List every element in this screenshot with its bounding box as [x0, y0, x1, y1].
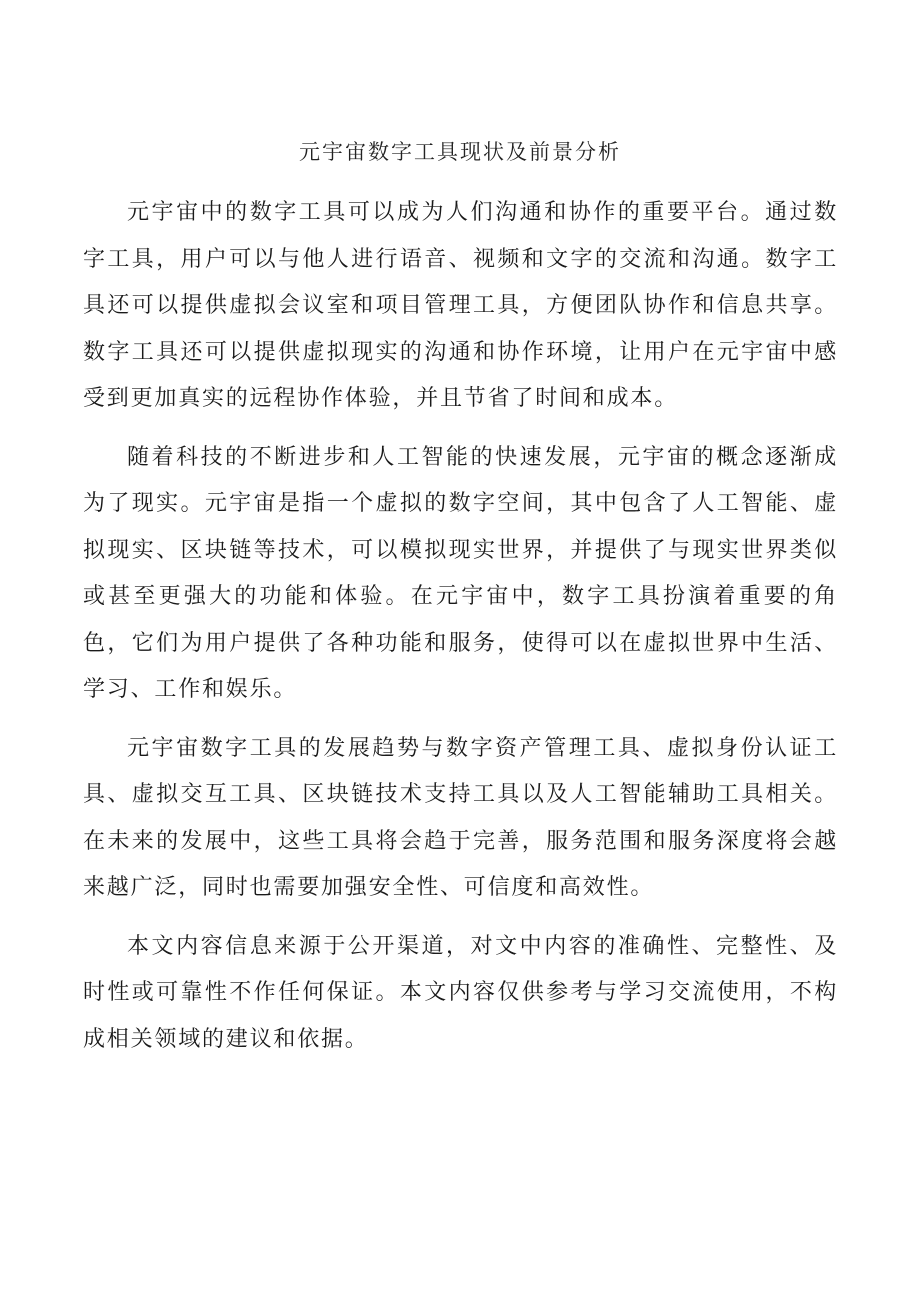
paragraph-communication: 元宇宙中的数字工具可以成为人们沟通和协作的重要平台。通过数字工具，用户可以与他人进行语音、视频和文字的交流和沟通。数字工具还可以提供虚拟会议室和项目管理工具，方便团队协作和信息共享。数字工具还可以提供虚拟现实的沟通和协作环境，让用户在元宇宙中感受到更加真实的远程协作体验，并且节省了时间和成本。	[83, 200, 838, 411]
paragraph-metaverse-concept: 随着科技的不断进步和人工智能的快速发展，元宇宙的概念逐渐成为了现实。元宇宙是指一个虚拟的数字空间，其中包含了人工智能、虚拟现实、区块链等技术，可以模拟现实世界，并提供了与现实世界类似或甚至更强大的功能和体验。在元宇宙中，数字工具扮演着重要的角色，它们为用户提供了各种功能和服务，使得可以在虚拟世界中生活、学习、工作和娱乐。	[83, 444, 838, 702]
document-body	[83, 190, 838, 1075]
paragraph-disclaimer: 本文内容信息来源于公开渠道，对文中内容的准确性、完整性、及时性或可靠性不作任何保证。本文内容仅供参考与学习交流使用，不构成相关领域的建议和依据。	[83, 933, 838, 1052]
document-title: 元宇宙数字工具现状及前景分析	[299, 140, 621, 164]
paragraph-trends: 元宇宙数字工具的发展趋势与数字资产管理工具、虚拟身份认证工具、虚拟交互工具、区块链技术支持工具以及人工智能辅助工具相关。在未来的发展中，这些工具将会趋于完善，服务范围和服务深度将会越来越广泛，同时也需要加强安全性、可信度和高效性。	[83, 735, 838, 900]
